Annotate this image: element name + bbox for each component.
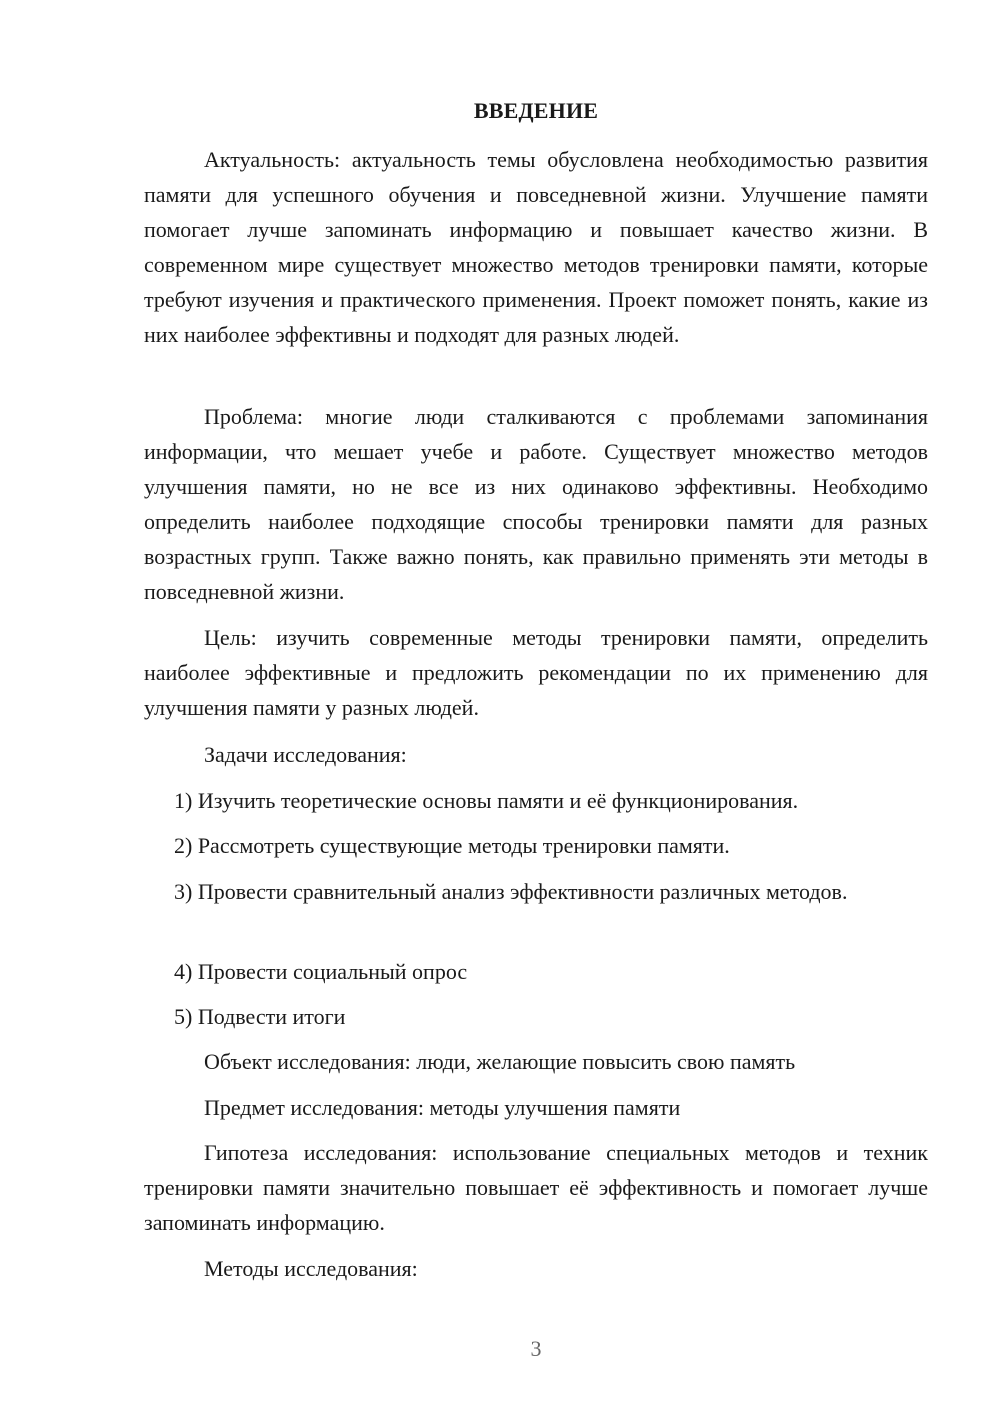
paragraph-relevance: Актуальность: актуальность темы обусловлена необходимостью развития памяти для успешного обучения и повседневной жизни. Улучшение памяти помогает лучше запоминать информацию и повышает качество жизни. В современном мире существует множество методов тренировки памяти, которые требуют изучения и практического применения. Проект поможет понять, какие из них наиболее эффективны и подходят для разных людей. [144, 147, 928, 347]
task-item-4: 4) Провести социальный опрос [174, 959, 468, 984]
page-title: ВВЕДЕНИЕ [473, 98, 599, 123]
task-item-5: 5) Подвести итоги [174, 1004, 346, 1029]
task-item-3: 3) Провести сравнительный анализ эффективности различных методов. [174, 879, 848, 904]
paragraph-problem: Проблема: многие люди сталкиваются с проблемами запоминания информации, что мешает учебе и работе. Существует множество методов улучшения памяти, но не все из них одинаково эффективны. Необходимо определить наиболее подходящие способы тренировки памяти для разных возрастных групп. Также важно понять, как правильно применять эти методы в повседневной жизни. [144, 404, 928, 604]
paragraph-tasks-heading: Задачи исследования: [204, 742, 407, 767]
paragraph-object: Объект исследования: люди, желающие повысить свою память [204, 1049, 796, 1074]
paragraph-hypothesis: Гипотеза исследования: использование специальных методов и техник тренировки памяти значительно повышает её эффективность и помогает лучше запоминать информацию. [144, 1140, 928, 1235]
paragraph-subject: Предмет исследования: методы улучшения памяти [204, 1095, 681, 1120]
task-item-1: 1) Изучить теоретические основы памяти и её функционирования. [174, 788, 799, 813]
paragraph-methods: Методы исследования: [204, 1256, 418, 1281]
task-item-2: 2) Рассмотреть существующие методы тренировки памяти. [174, 833, 730, 858]
paragraph-goal: Цель: изучить современные методы тренировки памяти, определить наиболее эффективные и предложить рекомендации по их применению для улучшения памяти у разных людей. [144, 625, 928, 720]
page-number: 3 [530, 1336, 542, 1361]
